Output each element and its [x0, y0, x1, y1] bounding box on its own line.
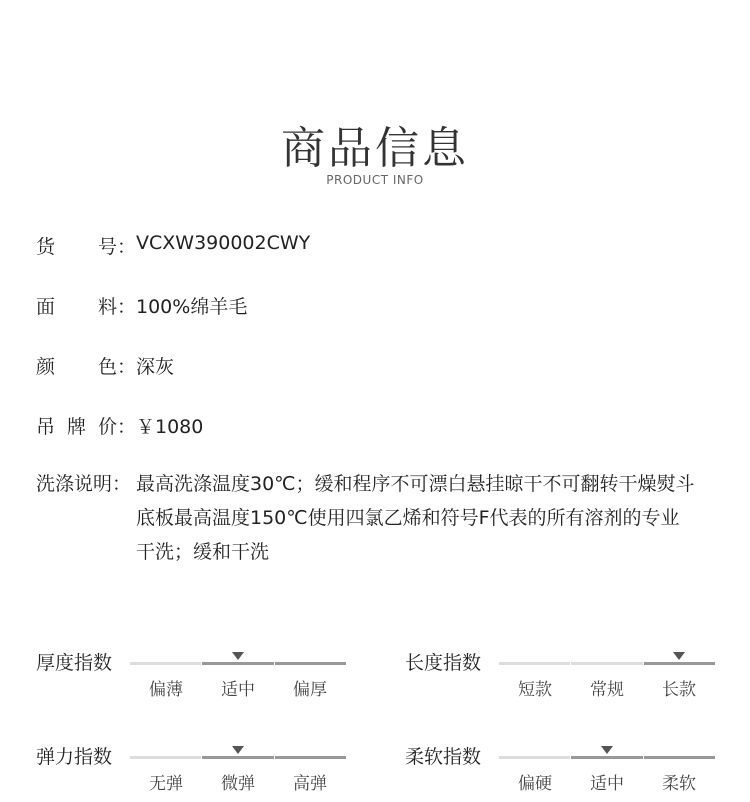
scale-option: 偏薄 — [149, 680, 183, 700]
page-title: 商品信息 — [281, 123, 469, 174]
wash-value — [136, 467, 721, 569]
scale-option: 微弹 — [221, 774, 255, 794]
info-row-color — [36, 352, 174, 379]
material-label: 面 料： — [36, 296, 136, 318]
elasticity-index — [36, 742, 356, 802]
index-marker-icon — [673, 652, 685, 660]
page-subtitle: PRODUCT INFO — [326, 173, 424, 187]
scale-segment — [202, 756, 273, 759]
scale-option: 适中 — [221, 680, 255, 700]
scale-option: 短款 — [518, 680, 552, 700]
thickness-index — [36, 648, 356, 708]
scale-labels — [499, 769, 715, 794]
price-label: 吊 牌 价： — [36, 416, 136, 438]
info-row-sku — [36, 232, 310, 259]
wash-line: 底板最高温度150℃使用四氯乙烯和符号F代表的所有溶剂的专业 — [136, 507, 680, 529]
info-row-material — [36, 292, 247, 319]
scale-segment — [130, 662, 201, 665]
elasticity-index-label: 弹力指数 — [36, 746, 113, 768]
scale-option: 常规 — [590, 680, 624, 700]
wash-line: 干洗；缓和干洗 — [136, 541, 270, 563]
index-marker-icon — [601, 746, 613, 754]
scale-segment — [571, 662, 642, 665]
scale-segment — [499, 662, 570, 665]
scale-labels — [130, 675, 346, 700]
scale-segment — [571, 756, 642, 759]
scale-option: 柔软 — [662, 774, 696, 794]
scale-labels — [499, 675, 715, 700]
price-value: ￥1080 — [136, 416, 204, 438]
scale-segment — [130, 756, 201, 759]
scale-segment — [202, 662, 273, 665]
scale-bar — [130, 662, 346, 665]
color-label: 颜 色： — [36, 356, 136, 378]
scale-option: 偏厚 — [293, 680, 327, 700]
index-marker-icon — [232, 652, 244, 660]
length-index-label: 长度指数 — [405, 652, 482, 674]
info-row-price — [36, 412, 203, 439]
scale-option: 高弹 — [293, 774, 327, 794]
scale-bar — [499, 756, 715, 759]
softness-index — [405, 742, 725, 802]
scale-option: 长款 — [662, 680, 696, 700]
wash-line: 最高洗涤温度30℃；缓和程序不可漂白悬挂晾干不可翻转干燥熨斗 — [136, 473, 695, 495]
scale-segment — [275, 662, 346, 665]
index-scale — [130, 662, 346, 700]
color-value: 深灰 — [136, 356, 175, 378]
index-marker-icon — [232, 746, 244, 754]
scale-option: 偏硬 — [518, 774, 552, 794]
thickness-index-label: 厚度指数 — [36, 652, 113, 674]
sku-label: 货 号： — [36, 236, 136, 258]
scale-segment — [644, 756, 715, 759]
info-row-wash — [36, 467, 721, 569]
wash-label: 洗涤说明： — [36, 473, 132, 495]
length-index — [405, 648, 725, 708]
scale-bar — [130, 756, 346, 759]
softness-index-label: 柔软指数 — [405, 746, 482, 768]
scale-segment — [275, 756, 346, 759]
index-scale — [499, 756, 715, 794]
index-scale — [499, 662, 715, 700]
scale-bar — [499, 662, 715, 665]
index-scale — [130, 756, 346, 794]
scale-segment — [644, 662, 715, 665]
scale-option: 无弹 — [149, 774, 183, 794]
material-value: 100%绵羊毛 — [136, 296, 248, 318]
scale-labels — [130, 769, 346, 794]
sku-value: VCXW390002CWY — [136, 232, 311, 254]
scale-segment — [499, 756, 570, 759]
scale-option: 适中 — [590, 774, 624, 794]
